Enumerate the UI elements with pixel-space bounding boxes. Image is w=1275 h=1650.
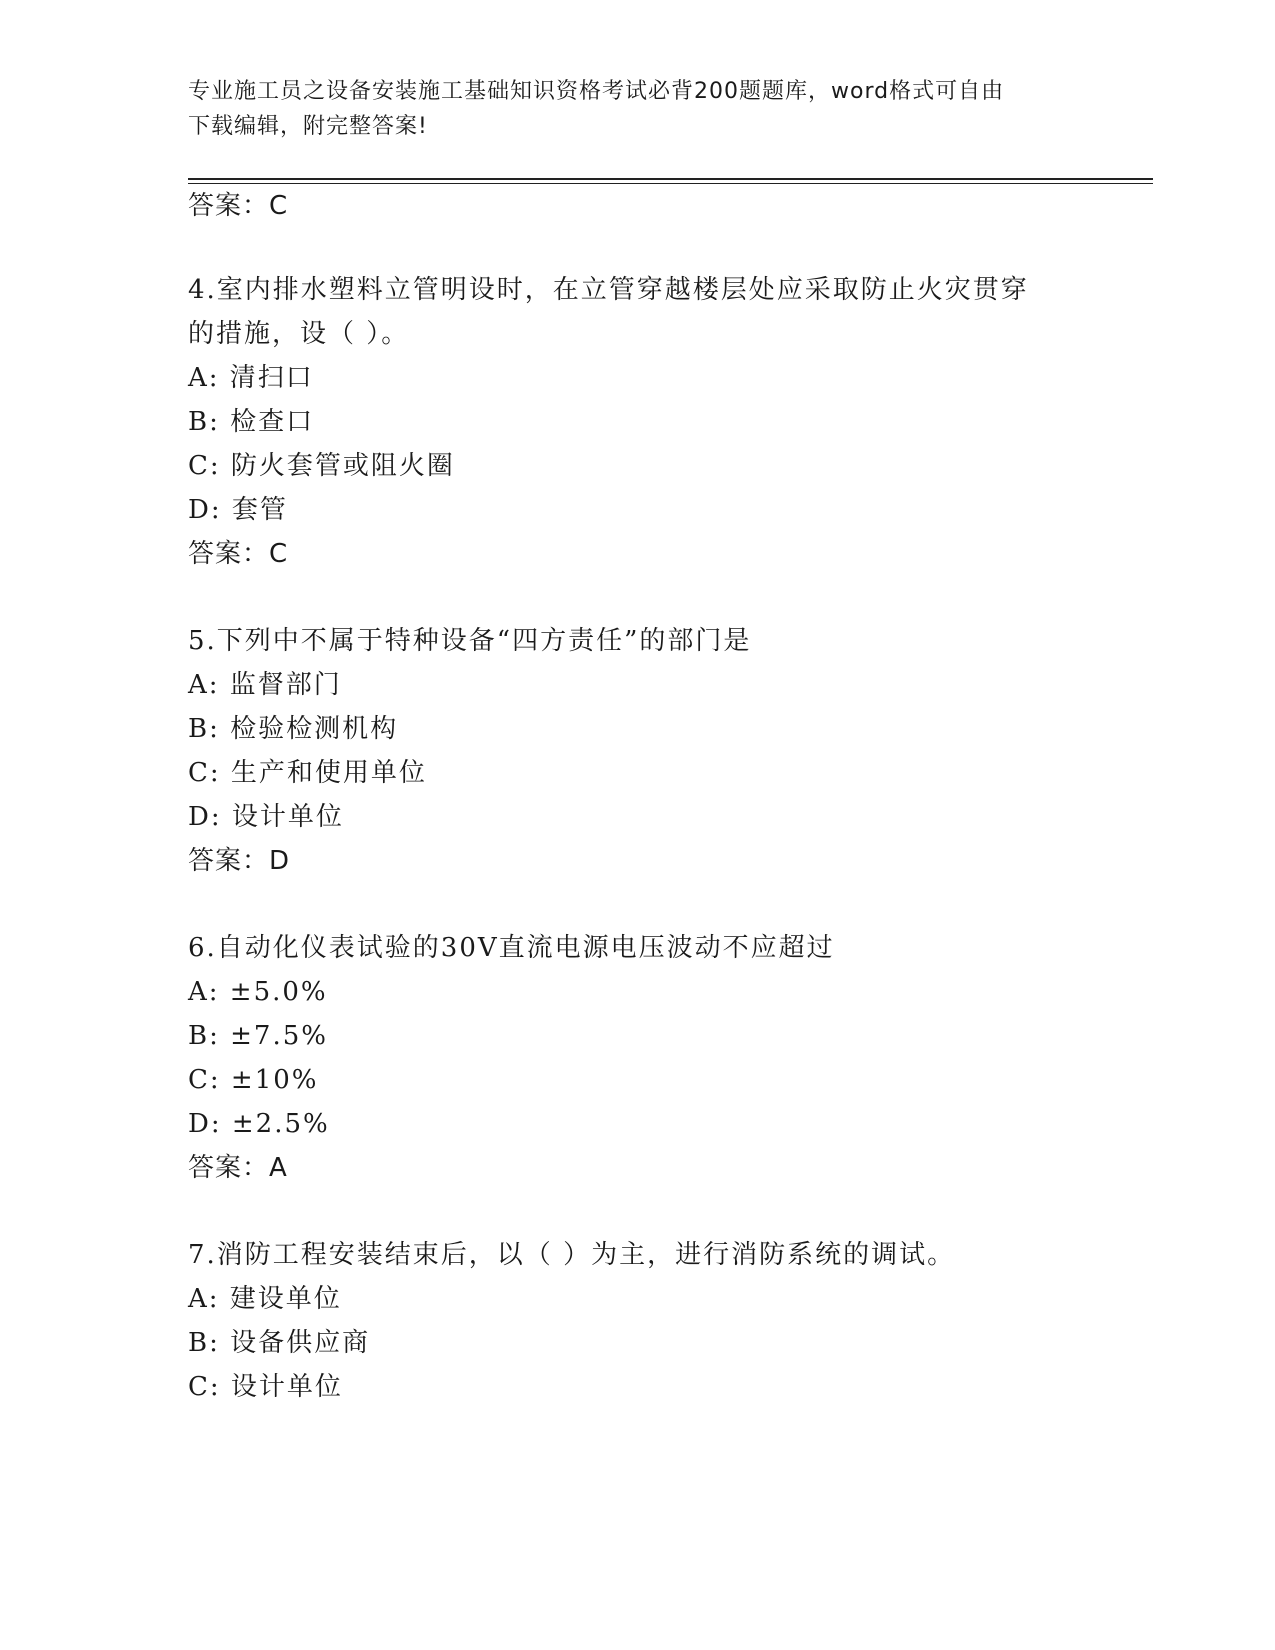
option-c: C: 设计单位 <box>188 1372 343 1402</box>
question-stem: 7.消防工程安装结束后，以（ ）为主，进行消防系统的调试。 <box>188 1240 956 1270</box>
header-line-1: 专业施工员之设备安装施工基础知识资格考试必背200题题库，word格式可自由 <box>188 79 1005 104</box>
option-b: B: 检查口 <box>188 407 315 437</box>
option-b: B: 设备供应商 <box>188 1328 371 1358</box>
header-rule-thin <box>188 183 1153 184</box>
question-stem: 5.下列中不属于特种设备“四方责任”的部门是 <box>188 626 752 656</box>
question-stem-continued: 的措施，设（ ）。 <box>188 319 410 349</box>
option-c: C: 生产和使用单位 <box>188 758 427 788</box>
option-b: B: 检验检测机构 <box>188 714 399 744</box>
answer-line: 答案：D <box>188 846 291 876</box>
option-a: A: 建设单位 <box>188 1284 342 1314</box>
option-a: A: ±5.0% <box>188 977 328 1007</box>
option-d: D: ±2.5% <box>188 1109 330 1139</box>
option-a: A: 监督部门 <box>188 670 342 700</box>
document-header <box>188 74 1088 144</box>
option-c: C: 防火套管或阻火圈 <box>188 451 455 481</box>
header-line-2: 下载编辑，附完整答案! <box>188 114 428 139</box>
option-c: C: ±10% <box>188 1065 319 1095</box>
answer-line: 答案：C <box>188 191 289 221</box>
option-b: B: ±7.5% <box>188 1021 328 1051</box>
answer-line: 答案：C <box>188 539 289 569</box>
option-d: D: 套管 <box>188 495 288 525</box>
question-stem: 6.自动化仪表试验的30V直流电源电压波动不应超过 <box>188 933 835 963</box>
option-a: A: 清扫口 <box>188 363 314 393</box>
question-stem: 4.室内排水塑料立管明设时，在立管穿越楼层处应采取防止火灾贯穿 <box>188 275 1029 305</box>
header-rule-thick <box>188 178 1153 180</box>
answer-line: 答案：A <box>188 1153 288 1183</box>
option-d: D: 设计单位 <box>188 802 344 832</box>
